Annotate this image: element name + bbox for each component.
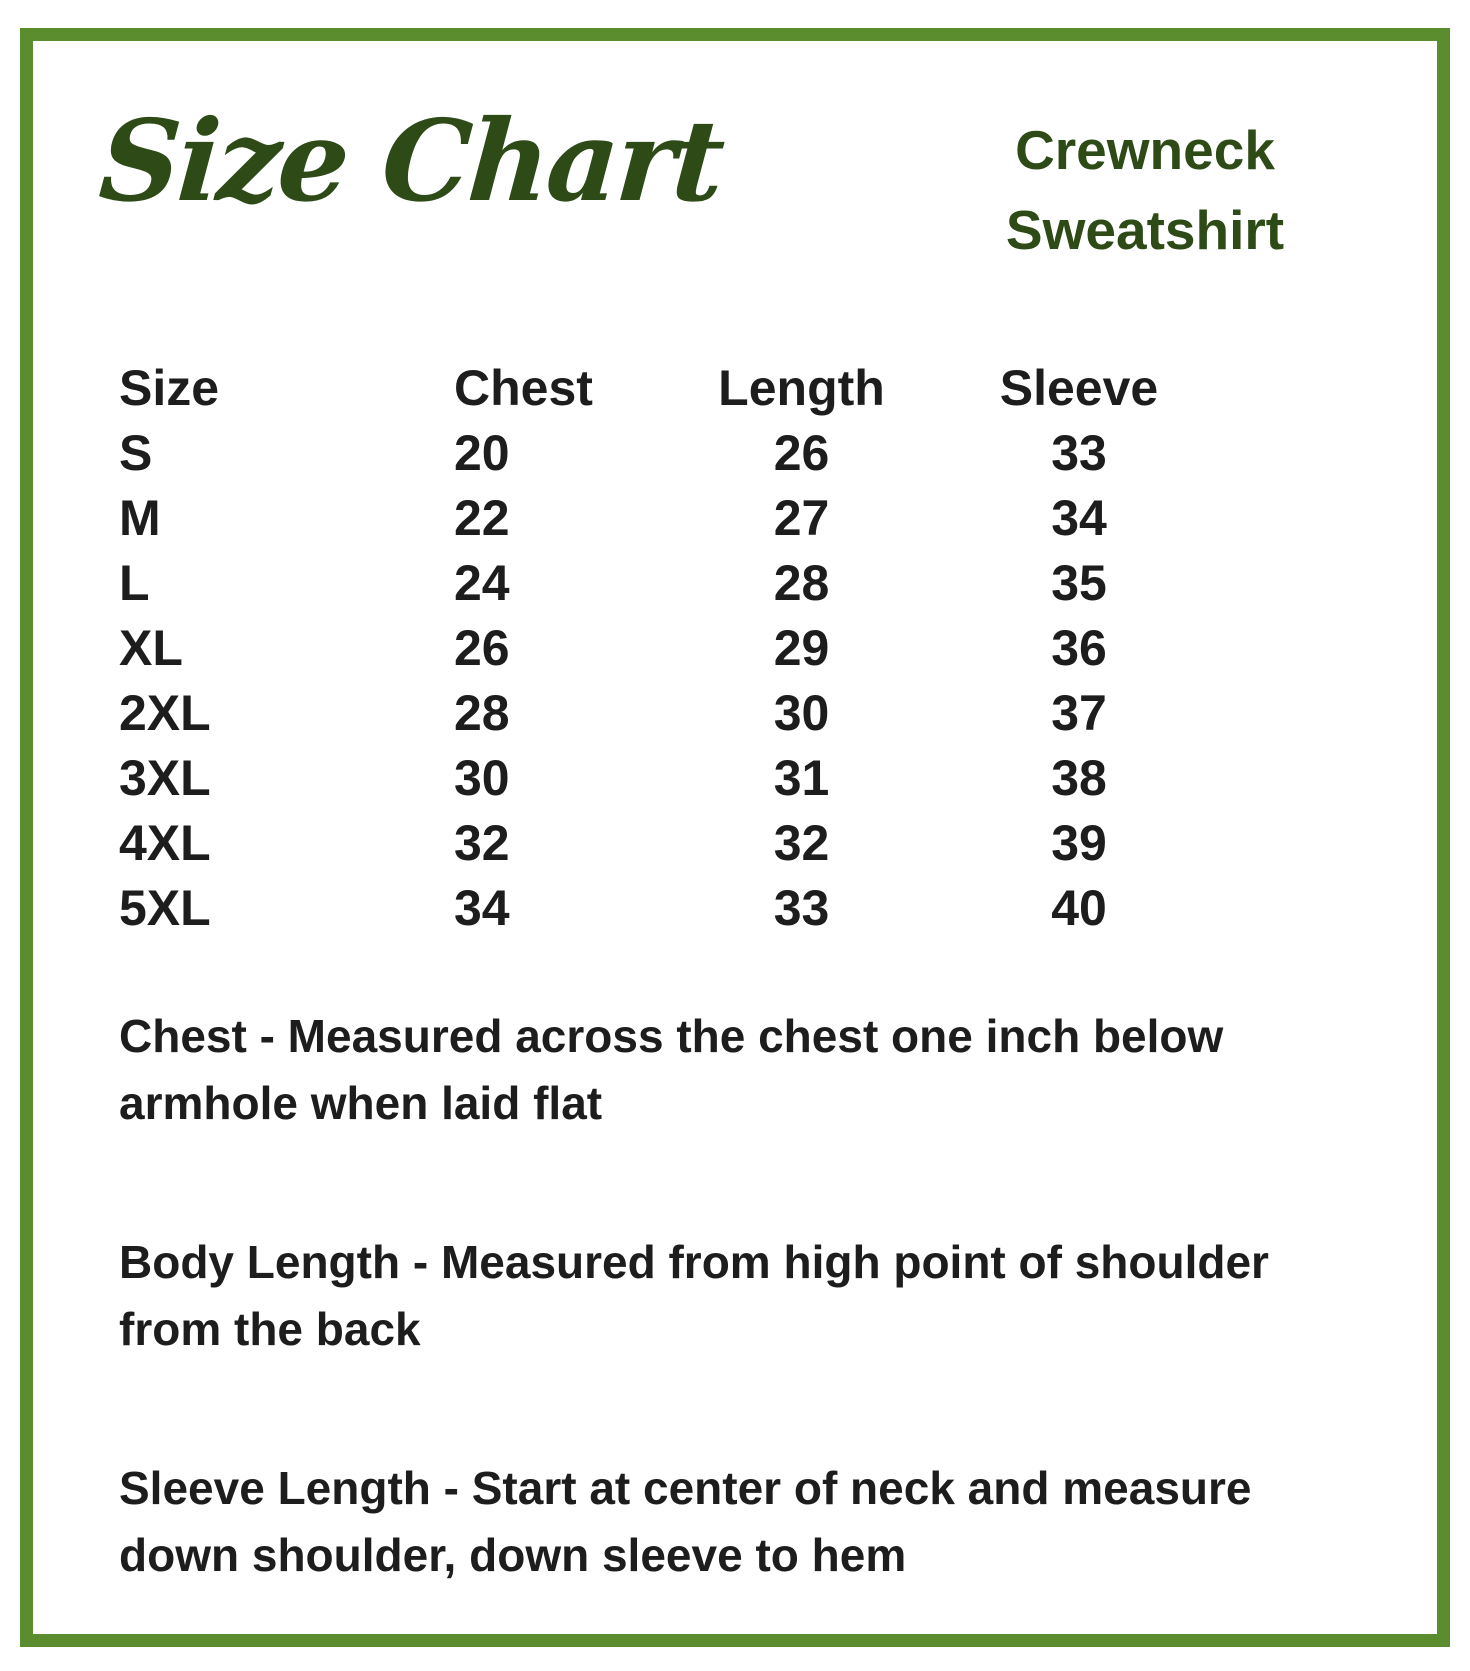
table-cell-length: 33: [773, 879, 830, 936]
table-cell-length: 32: [773, 814, 830, 871]
page-title: Size Chart: [95, 96, 726, 227]
table-cell-chest: 34: [454, 879, 510, 936]
table-cell-chest: 22: [454, 489, 510, 546]
column-header-sleeve: Sleeve: [999, 359, 1159, 416]
table-cell-sleeve: 38: [1051, 749, 1107, 806]
table-cell-size: XL: [119, 619, 183, 676]
table-cell-chest: 26: [454, 619, 510, 676]
green-border-frame: [20, 28, 1450, 1647]
size-table: [119, 356, 1437, 941]
column-header-length: Length: [718, 359, 885, 416]
table-cell-chest: 28: [454, 684, 510, 741]
table-cell-size: 4XL: [119, 814, 211, 871]
table-cell-size: S: [119, 424, 153, 481]
table-cell-size: 2XL: [119, 684, 211, 741]
note-chest: Chest - Measured across the chest one inch below armhole when laid flat: [119, 1009, 1224, 1129]
table-cell-sleeve: 39: [1051, 814, 1107, 871]
table-cell-length: 26: [773, 424, 830, 481]
table-cell-sleeve: 35: [1051, 554, 1107, 611]
table-cell-sleeve: 34: [1051, 489, 1107, 546]
table-cell-sleeve: 40: [1051, 879, 1107, 936]
measurement-notes: [119, 1003, 1367, 1589]
note-body-length: Body Length - Measured from high point of shoulder from the back: [119, 1235, 1269, 1355]
product-name: Crewneck Sweatshirt: [1005, 119, 1285, 261]
column-header-size: Size: [119, 359, 220, 416]
note-sleeve-length: Sleeve Length - Start at center of neck and measure down shoulder, down sleeve to hem: [119, 1461, 1252, 1581]
table-cell-chest: 30: [454, 749, 510, 806]
table-cell-length: 31: [773, 749, 830, 806]
table-cell-chest: 32: [454, 814, 510, 871]
table-cell-size: L: [119, 554, 150, 611]
table-cell-length: 27: [773, 489, 830, 546]
table-cell-length: 29: [773, 619, 830, 676]
table-cell-chest: 20: [454, 424, 510, 481]
table-cell-size: 5XL: [119, 879, 211, 936]
table-cell-length: 28: [773, 554, 830, 611]
header: [33, 41, 1437, 271]
table-cell-size: M: [119, 489, 161, 546]
table-cell-length: 30: [773, 684, 830, 741]
table-cell-sleeve: 33: [1051, 424, 1107, 481]
table-cell-sleeve: 36: [1051, 619, 1107, 676]
table-cell-chest: 24: [454, 554, 510, 611]
table-cell-size: 3XL: [119, 749, 211, 806]
column-header-chest: Chest: [454, 359, 593, 416]
table-cell-sleeve: 37: [1051, 684, 1107, 741]
